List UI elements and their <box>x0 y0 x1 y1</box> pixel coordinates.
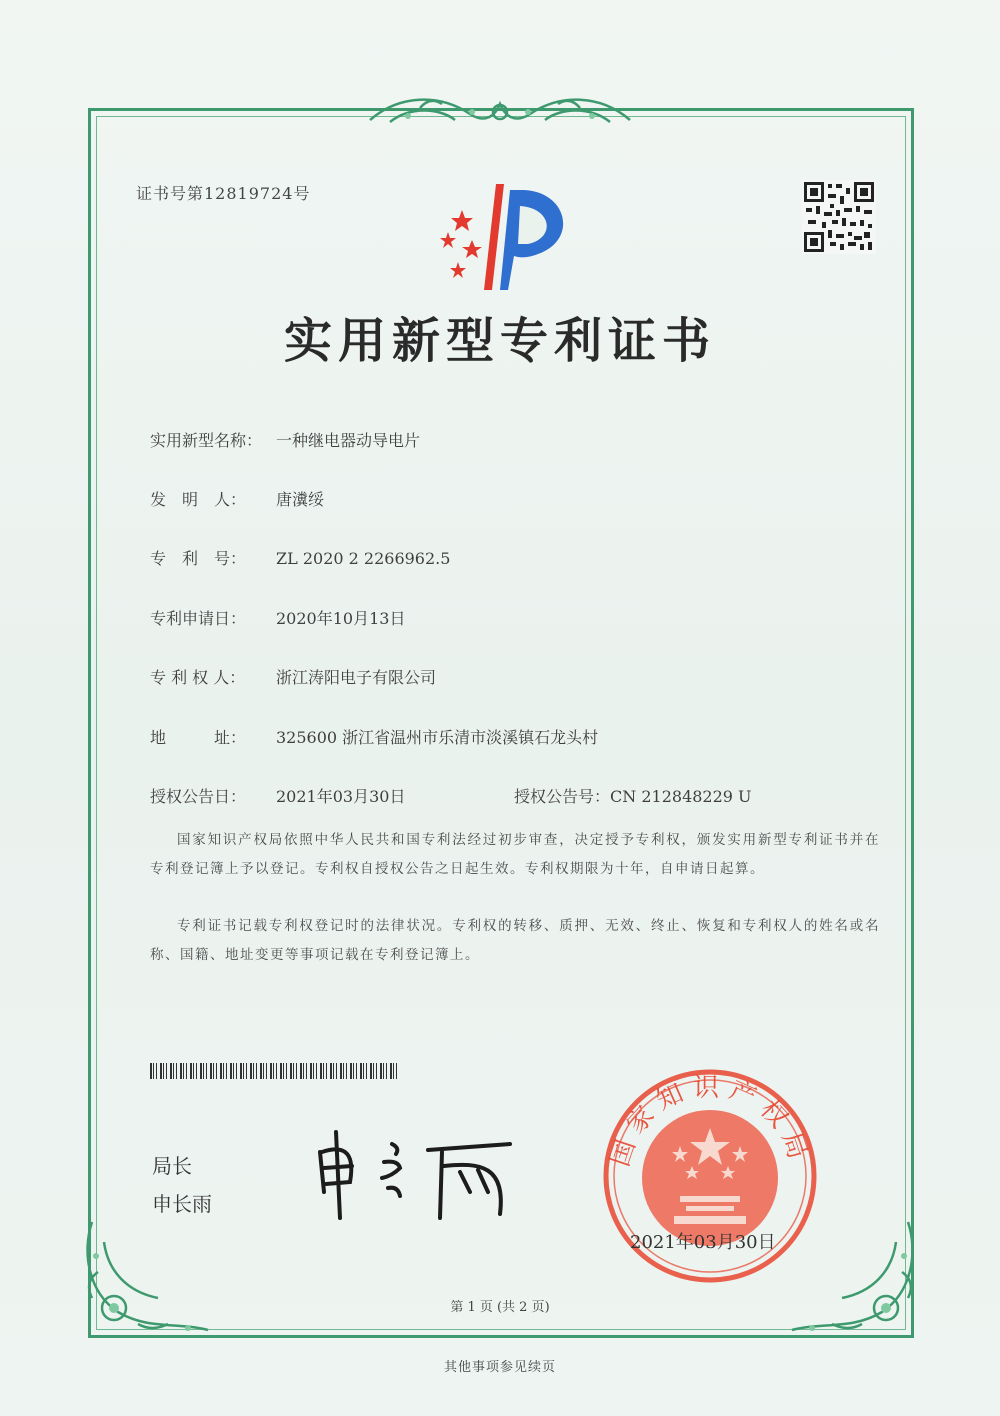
field-value: 浙江涛阳电子有限公司 <box>276 668 437 687</box>
field-value: 2021年03月30日 <box>276 787 406 806</box>
svg-text:国家知识产权局: 国家知识产权局 <box>605 1073 815 1171</box>
field-value: 一种继电器动导电片 <box>276 431 421 450</box>
field-value: 2020年10月13日 <box>276 609 406 628</box>
field-publication-number <box>514 784 752 807</box>
qr-code-icon <box>802 180 876 254</box>
statement-paragraph: 专利证书记载专利权登记时的法律状况。专利权的转移、质押、无效、终止、恢复和专利权人的姓名或名称、国籍、地址变更等事项记载在专利登记簿上。 <box>150 918 880 963</box>
field-value: 唐瀵绥 <box>276 490 325 509</box>
field-label: 专 利 号： <box>150 549 247 568</box>
cnipa-logo-icon <box>428 180 578 295</box>
field-label: 实用新型名称： <box>150 431 263 450</box>
field-inventor <box>150 487 324 510</box>
barcode-icon <box>150 1063 402 1079</box>
field-patentee <box>150 665 436 688</box>
field-label: 专 利 权 人： <box>150 668 246 687</box>
field-label: 发 明 人： <box>150 490 247 509</box>
top-ornament-icon <box>360 86 640 132</box>
field-label: 授权公告日： <box>150 787 247 806</box>
corner-ornament-icon <box>78 1212 228 1342</box>
signature-icon <box>300 1122 530 1222</box>
seal-date: 2021年03月30日 <box>630 1232 776 1253</box>
field-grant-date <box>150 784 405 807</box>
field-label: 专利申请日： <box>150 609 247 628</box>
certificate-number: 证书号第12819724号 <box>136 184 311 203</box>
director-title: 局长 <box>152 1154 192 1178</box>
field-address <box>150 725 598 748</box>
field-value: ZL 2020 2 2266962.5 <box>276 549 451 568</box>
field-utility-model-name <box>150 428 420 451</box>
statement-paragraph: 国家知识产权局依照中华人民共和国专利法经过初步审查，决定授予专利权，颁发实用新型专利证书并在专利登记簿上予以登记。专利权自授权公告之日起生效。专利权期限为十年，自申请日起算。 <box>150 832 880 877</box>
field-patent-number <box>150 546 450 569</box>
field-label: 授权公告号： <box>514 787 611 806</box>
field-label: 地 址： <box>150 728 247 747</box>
certificate-title: 实用新型专利证书 <box>283 313 716 369</box>
director-name: 申长雨 <box>152 1192 212 1216</box>
field-value: 325600 浙江省温州市乐清市淡溪镇石龙头村 <box>276 728 599 747</box>
page-number: 第 1 页 (共 2 页) <box>450 1300 550 1315</box>
field-value: CN 212848229 U <box>610 787 752 806</box>
footer-note: 其他事项参见续页 <box>443 1360 556 1375</box>
field-filing-date <box>150 606 405 629</box>
